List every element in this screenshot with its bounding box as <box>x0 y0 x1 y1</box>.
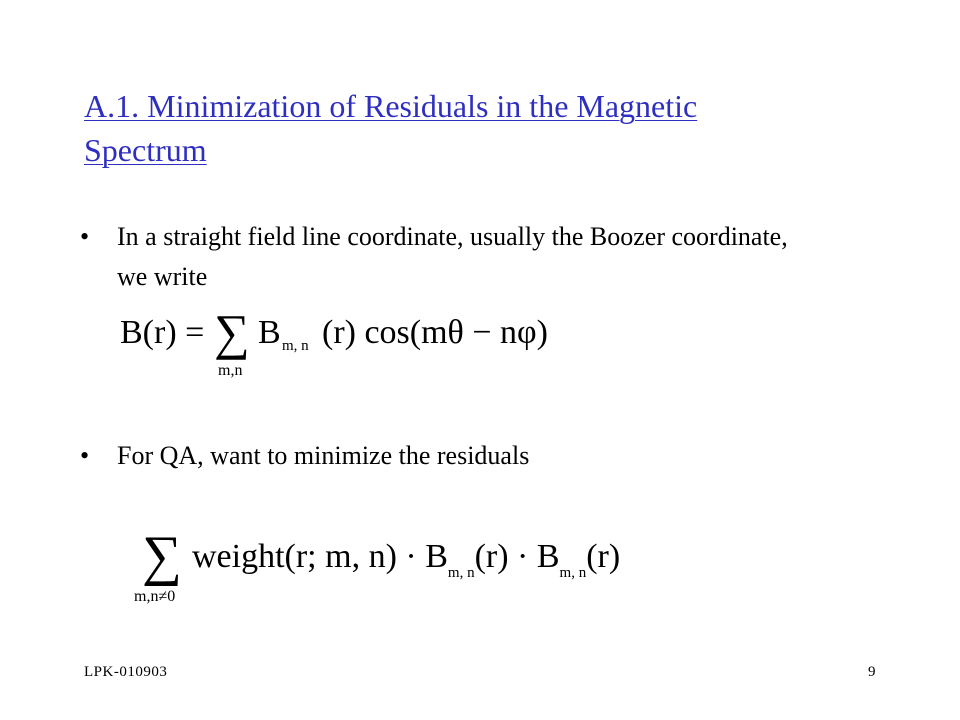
coefficient-subscript: m, n <box>559 565 587 581</box>
coefficient-subscript: m, n <box>282 338 309 354</box>
footer-label: LPK-010903 <box>84 664 168 680</box>
bullet-text: For QA, want to minimize the residuals <box>117 441 530 470</box>
equation-residual-sum <box>130 525 621 610</box>
page-number: 9 <box>868 664 876 680</box>
sum-symbol: ∑ <box>142 525 182 587</box>
sum-subscript: m,n≠0 <box>134 588 176 605</box>
bullet-item <box>80 217 800 297</box>
equation-fourier-expansion <box>120 304 548 380</box>
weight-expression: weight(r; m, n) · B <box>192 538 448 575</box>
bullet-item <box>80 436 800 476</box>
bullet-marker: • <box>80 222 90 251</box>
equation-weight-term <box>192 538 620 582</box>
coefficient-symbol: B <box>258 314 281 351</box>
coefficient-tail: (r) · B <box>474 538 560 575</box>
equation-rhs: (r) cos(mθ − nφ) <box>322 314 548 351</box>
bullet-text: In a straight field line coordinate, usually the Boozer coordinate, we write <box>117 222 788 291</box>
sum-symbol: ∑ <box>214 304 250 360</box>
bullet-marker: • <box>80 441 90 470</box>
equation-lhs: B(r) = <box>120 314 205 351</box>
equation-end: (r) <box>586 538 621 575</box>
slide-title[interactable]: A.1. Minimization of Residuals in the Magnetic Spectrum <box>84 88 698 168</box>
coefficient-subscript: m, n <box>447 565 475 581</box>
sum-subscript: m,n <box>218 362 243 379</box>
